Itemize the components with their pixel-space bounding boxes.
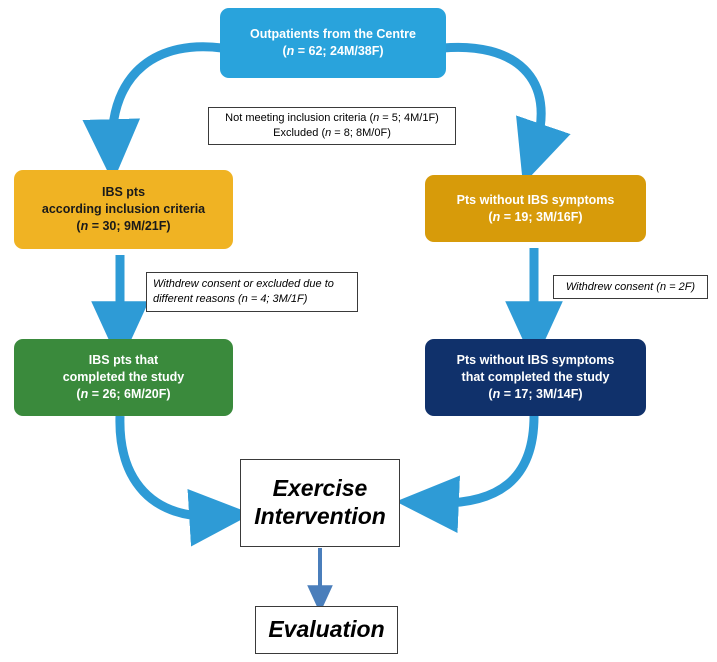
note-withdrew-ibs <box>146 272 358 312</box>
node-evaluation-line1: Evaluation <box>268 616 385 643</box>
arrow-outpatients-to-ibs <box>112 47 222 148</box>
note-exclusion-line1: Not meeting inclusion criteria (n = 5; 4M/1F) <box>225 112 439 125</box>
node-evaluation[interactable] <box>255 606 398 654</box>
node-ibs-inclusion-line1: IBS pts <box>101 185 146 200</box>
note-withdrew-no-ibs-line1: Withdrew consent (n = 2F) <box>565 280 696 293</box>
node-ibs-inclusion-line3: (n = 30; 9M/21F) <box>76 218 171 233</box>
node-ibs-inclusion-line2: according inclusion criteria <box>41 202 206 217</box>
node-exercise-line1: Exercise <box>272 475 368 502</box>
node-ibs-completed-line2: completed the study <box>62 370 185 385</box>
arrow-ibs-completed-to-exercise <box>120 416 218 516</box>
note-withdrew-ibs-line1: Withdrew consent or excluded due to <box>153 278 334 291</box>
node-ibs-completed-line1: IBS pts that <box>88 353 159 368</box>
node-outpatients[interactable] <box>220 8 446 78</box>
node-no-ibs-completed-line1: Pts without IBS symptoms <box>456 353 615 368</box>
node-no-ibs-line2: (n = 19; 3M/16F) <box>488 209 583 224</box>
note-withdrew-no-ibs <box>553 275 708 299</box>
node-outpatients-line1: Outpatients from the Centre <box>250 27 416 42</box>
node-no-ibs-line1: Pts without IBS symptoms <box>456 192 615 207</box>
node-no-ibs-completed[interactable] <box>425 339 646 416</box>
node-exercise-line2: Intervention <box>254 503 386 529</box>
node-ibs-completed[interactable] <box>14 339 233 416</box>
note-exclusion-line2: Excluded (n = 8; 8M/0F) <box>273 127 391 139</box>
arrow-outpatients-to-noibs <box>443 47 541 152</box>
note-withdrew-ibs-line2: different reasons (n = 4; 3M/1F) <box>153 293 308 305</box>
node-exercise-intervention[interactable] <box>240 459 400 547</box>
node-ibs-inclusion[interactable] <box>14 170 233 249</box>
node-outpatients-line2: (n = 62; 24M/38F) <box>282 44 384 58</box>
note-exclusion <box>208 107 456 145</box>
node-no-ibs[interactable] <box>425 175 646 242</box>
arrow-noibs-completed-to-exercise <box>430 416 534 503</box>
node-no-ibs-completed-line2: that completed the study <box>461 370 610 385</box>
node-ibs-completed-line3: (n = 26; 6M/20F) <box>76 386 171 401</box>
node-no-ibs-completed-line3: (n = 17; 3M/14F) <box>488 386 583 401</box>
